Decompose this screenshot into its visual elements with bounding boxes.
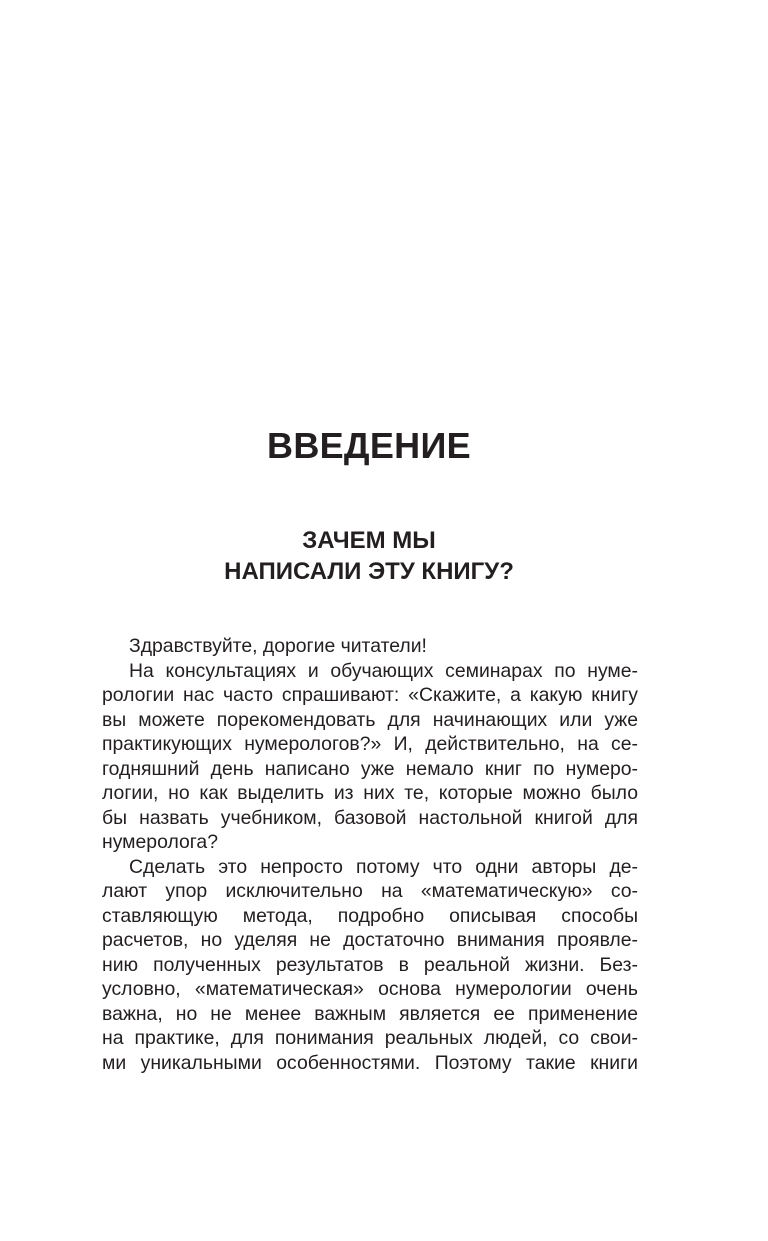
text-line: ставляющую метода, подробно описывая способы — [102, 904, 638, 927]
body-text — [102, 634, 638, 1075]
text-line: важна, но не менее важным является ее применение — [102, 1002, 638, 1025]
text-line: нию полученных результатов в реальной жизни. Без- — [102, 953, 638, 976]
text-line: Здравствуйте, дорогие читатели! — [129, 635, 427, 657]
text-line: рологии нас часто спрашивают: «Скажите, а какую книгу — [102, 684, 638, 706]
chapter-title: ВВЕДЕНИЕ — [267, 425, 471, 466]
text-line: лают упор исключительно на «математическую» со- — [102, 880, 638, 902]
text-line: на практике, для понимания реальных людей, со свои- — [102, 1027, 638, 1049]
text-line: логии, но как выделить из них те, которые можно было — [102, 782, 638, 804]
text-line: На консультациях и обучающих семинарах по нуме- — [129, 659, 638, 682]
text-line: ми уникальными особенностями. Поэтому такие книги — [102, 1051, 638, 1074]
text-line: вы можете порекомендовать для начинающих или уже — [102, 708, 638, 731]
section-title — [0, 525, 738, 587]
section-title-line-2: НАПИСАЛИ ЭТУ КНИГУ? — [224, 558, 514, 585]
text-line: практикующих нумерологов?» И, действительно, на се- — [102, 733, 638, 755]
text-line: расчетов, но уделяя не достаточно внимания проявле- — [102, 929, 638, 951]
text-line: условно, «математическая» основа нумерологии очень — [102, 978, 638, 1000]
text-line: годняшний день написано уже немало книг по нумеро- — [102, 757, 638, 780]
text-line: нумеролога? — [102, 831, 218, 853]
text-line: Сделать это непросто потому что одни авторы де- — [129, 855, 638, 878]
text-line: бы назвать учебником, базовой настольной книгой для — [102, 806, 638, 829]
section-title-line-1: ЗАЧЕМ МЫ — [302, 527, 436, 554]
